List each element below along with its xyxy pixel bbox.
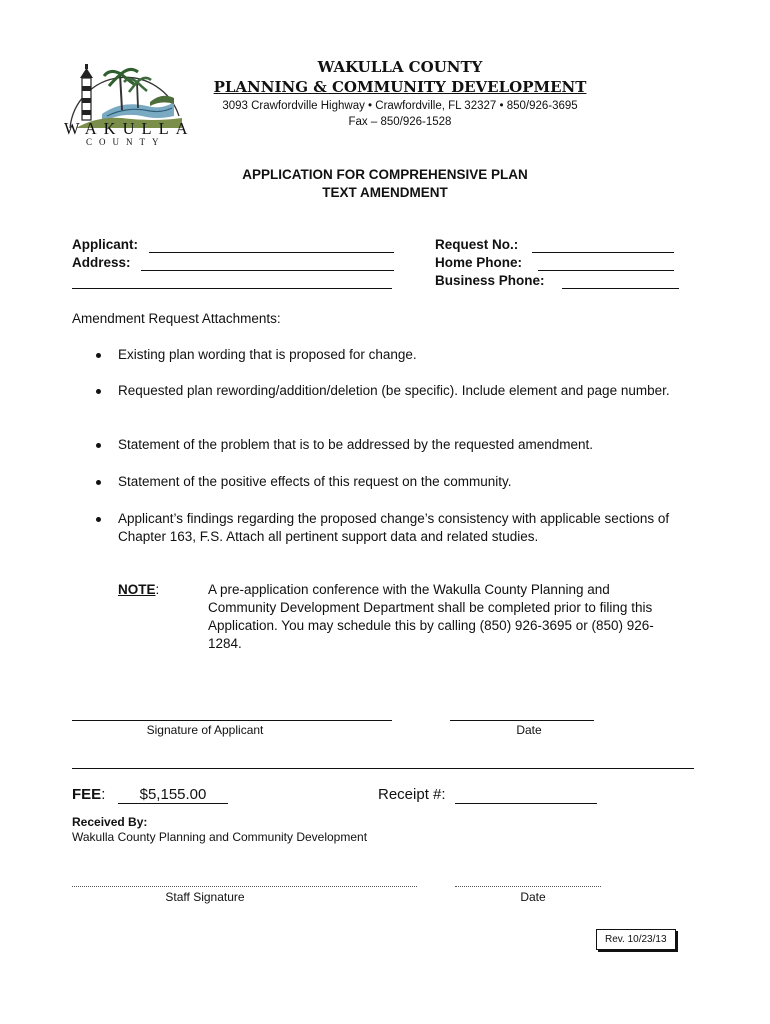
note-colon: : [155, 582, 160, 597]
request-no-field[interactable] [532, 252, 674, 253]
county-seal-graphic [62, 56, 187, 128]
org-address: 3093 Crawfordville Highway • Crawfordville, FL 32327 • 850/926-3695 [222, 100, 578, 112]
note-label-group [118, 581, 159, 599]
applicant-field[interactable] [149, 252, 394, 253]
list-item-text: Statement of the positive effects of this request on the community. [118, 474, 512, 489]
bullet-icon [96, 443, 101, 448]
applicant-signature-label: Signature of Applicant [146, 723, 264, 737]
bullet-icon [96, 389, 101, 394]
home-phone-field[interactable] [538, 270, 674, 271]
logo-wordmark: WAKULLA [64, 119, 195, 138]
org-name-line2: PLANNING & COMMUNITY DEVELOPMENT [213, 78, 587, 96]
home-phone-label: Home Phone: [435, 255, 523, 270]
attachments-heading: Amendment Request Attachments: [72, 311, 281, 326]
staff-signature-line[interactable] [72, 886, 417, 887]
fee-colon: : [101, 786, 106, 803]
applicant-date-line[interactable] [450, 720, 594, 721]
receipt-label: Receipt #: [378, 786, 446, 803]
bullet-icon [96, 517, 101, 522]
list-item-text: Statement of the problem that is to be addressed by the requested amendment. [118, 437, 594, 452]
applicant-signature-line[interactable] [72, 720, 392, 721]
staff-date-label: Date [520, 890, 546, 904]
fee-row [72, 786, 105, 803]
business-phone-label: Business Phone: [435, 273, 545, 288]
county-logo [62, 56, 195, 151]
received-by-label: Received By: [72, 815, 148, 829]
fee-label: FEE [72, 786, 102, 803]
applicant-label: Applicant: [72, 237, 138, 252]
note-label: NOTE [118, 582, 156, 597]
revision-box [596, 929, 676, 950]
list-item-text: Applicant’s findings regarding the proposed change’s consistency with applicable sections of Chapter 163, F.S. Attach all pertinent support data and related studies. [118, 511, 670, 544]
org-name-line1: WAKULLA COUNTY [317, 58, 483, 76]
staff-date-line[interactable] [455, 886, 601, 887]
bullet-icon [96, 480, 101, 485]
address-field-line2[interactable] [72, 288, 392, 289]
request-no-label: Request No.: [435, 237, 519, 252]
address-field[interactable] [141, 270, 394, 271]
title-line2: TEXT AMENDMENT [322, 185, 448, 200]
received-by-org: Wakulla County Planning and Community Development [72, 830, 368, 844]
list-item-text: Existing plan wording that is proposed for change. [118, 347, 417, 362]
address-label: Address: [72, 255, 131, 270]
section-divider [72, 768, 694, 769]
org-fax: Fax – 850/926-1528 [348, 116, 452, 128]
revision-text: Rev. 10/23/13 [605, 934, 667, 945]
logo-subword: COUNTY [86, 137, 166, 147]
fee-amount: $5,155.00 [118, 786, 228, 804]
list-item-text: Requested plan rewording/addition/deletion (be specific). Include element and page number. [118, 383, 670, 398]
receipt-field[interactable] [455, 803, 597, 804]
staff-signature-label: Staff Signature [165, 890, 245, 904]
business-phone-field[interactable] [562, 288, 679, 289]
bullet-icon [96, 353, 101, 358]
title-line1: APPLICATION FOR COMPREHENSIVE PLAN [242, 167, 528, 182]
applicant-date-label: Date [516, 723, 542, 737]
note-text: A pre-application conference with the Wakulla County Planning and Community Development Department shall be completed prior to filing this Application. You may schedule this by calling (850) 926-3695 or (850) 926-1284. [208, 582, 654, 651]
document-title [0, 166, 770, 202]
